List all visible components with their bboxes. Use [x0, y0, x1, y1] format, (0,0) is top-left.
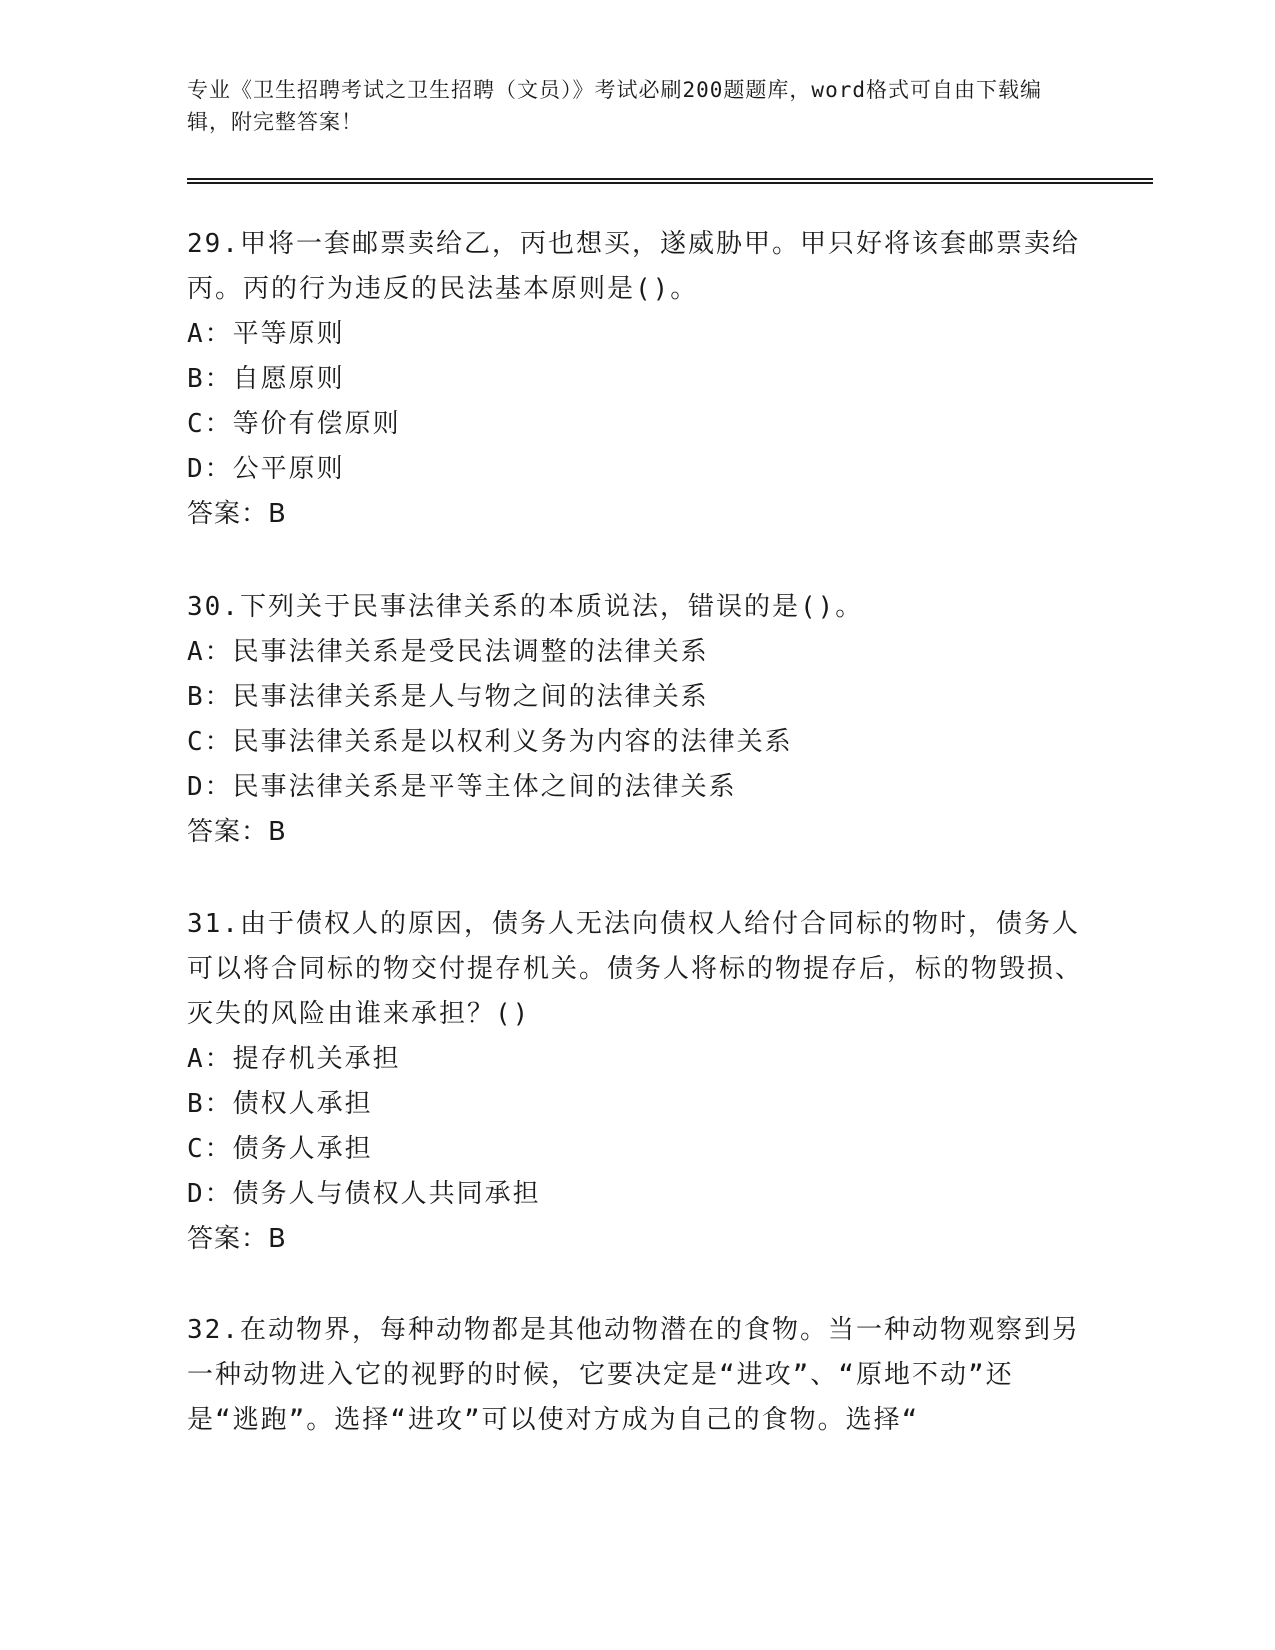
- answer-line: 答案：B: [187, 1224, 287, 1254]
- question-stem: 30.下列关于民事法律关系的本质说法，错误的是()。: [187, 592, 864, 622]
- question-31: [187, 902, 1087, 1262]
- option-c: C：债务人承担: [187, 1134, 373, 1164]
- option-a: A：民事法律关系是受民法调整的法律关系: [187, 637, 709, 667]
- option-c: C：民事法律关系是以权利义务为内容的法律关系: [187, 727, 793, 757]
- option-d: D：公平原则: [187, 454, 345, 484]
- question-stem: 32.在动物界，每种动物都是其他动物潜在的食物。当一种动物观察到另一种动物进入它的视野的时候，它要决定是“进攻”、“原地不动”还是“逃跑”。选择“进攻”可以使对方成为自己的食物。选择“: [187, 1315, 1080, 1435]
- option-a: A：提存机关承担: [187, 1044, 401, 1074]
- header-divider: [187, 178, 1153, 184]
- answer-line: 答案：B: [187, 499, 287, 529]
- question-29: [187, 222, 1087, 537]
- option-d: D：债务人与债权人共同承担: [187, 1179, 541, 1209]
- option-d: D：民事法律关系是平等主体之间的法律关系: [187, 772, 737, 802]
- option-b: B：债权人承担: [187, 1089, 373, 1119]
- option-b: B：自愿原则: [187, 364, 345, 394]
- option-c: C：等价有偿原则: [187, 409, 401, 439]
- question-stem: 31.由于债权人的原因，债务人无法向债权人给付合同标的物时，债务人可以将合同标的物交付提存机关。债务人将标的物提存后，标的物毁损、灭失的风险由谁来承担？(): [187, 909, 1084, 1029]
- answer-line: 答案：B: [187, 817, 287, 847]
- question-30: [187, 585, 1087, 855]
- option-b: B：民事法律关系是人与物之间的法律关系: [187, 682, 709, 712]
- option-a: A：平等原则: [187, 319, 345, 349]
- document-header: 专业《卫生招聘考试之卫生招聘（文员）》考试必刷200题题库，word格式可自由下载编辑，附完整答案！: [187, 78, 1042, 134]
- question-stem: 29.甲将一套邮票卖给乙，丙也想买，遂威胁甲。甲只好将该套邮票卖给丙。丙的行为违反的民法基本原则是()。: [187, 229, 1080, 304]
- question-32: [187, 1308, 1087, 1443]
